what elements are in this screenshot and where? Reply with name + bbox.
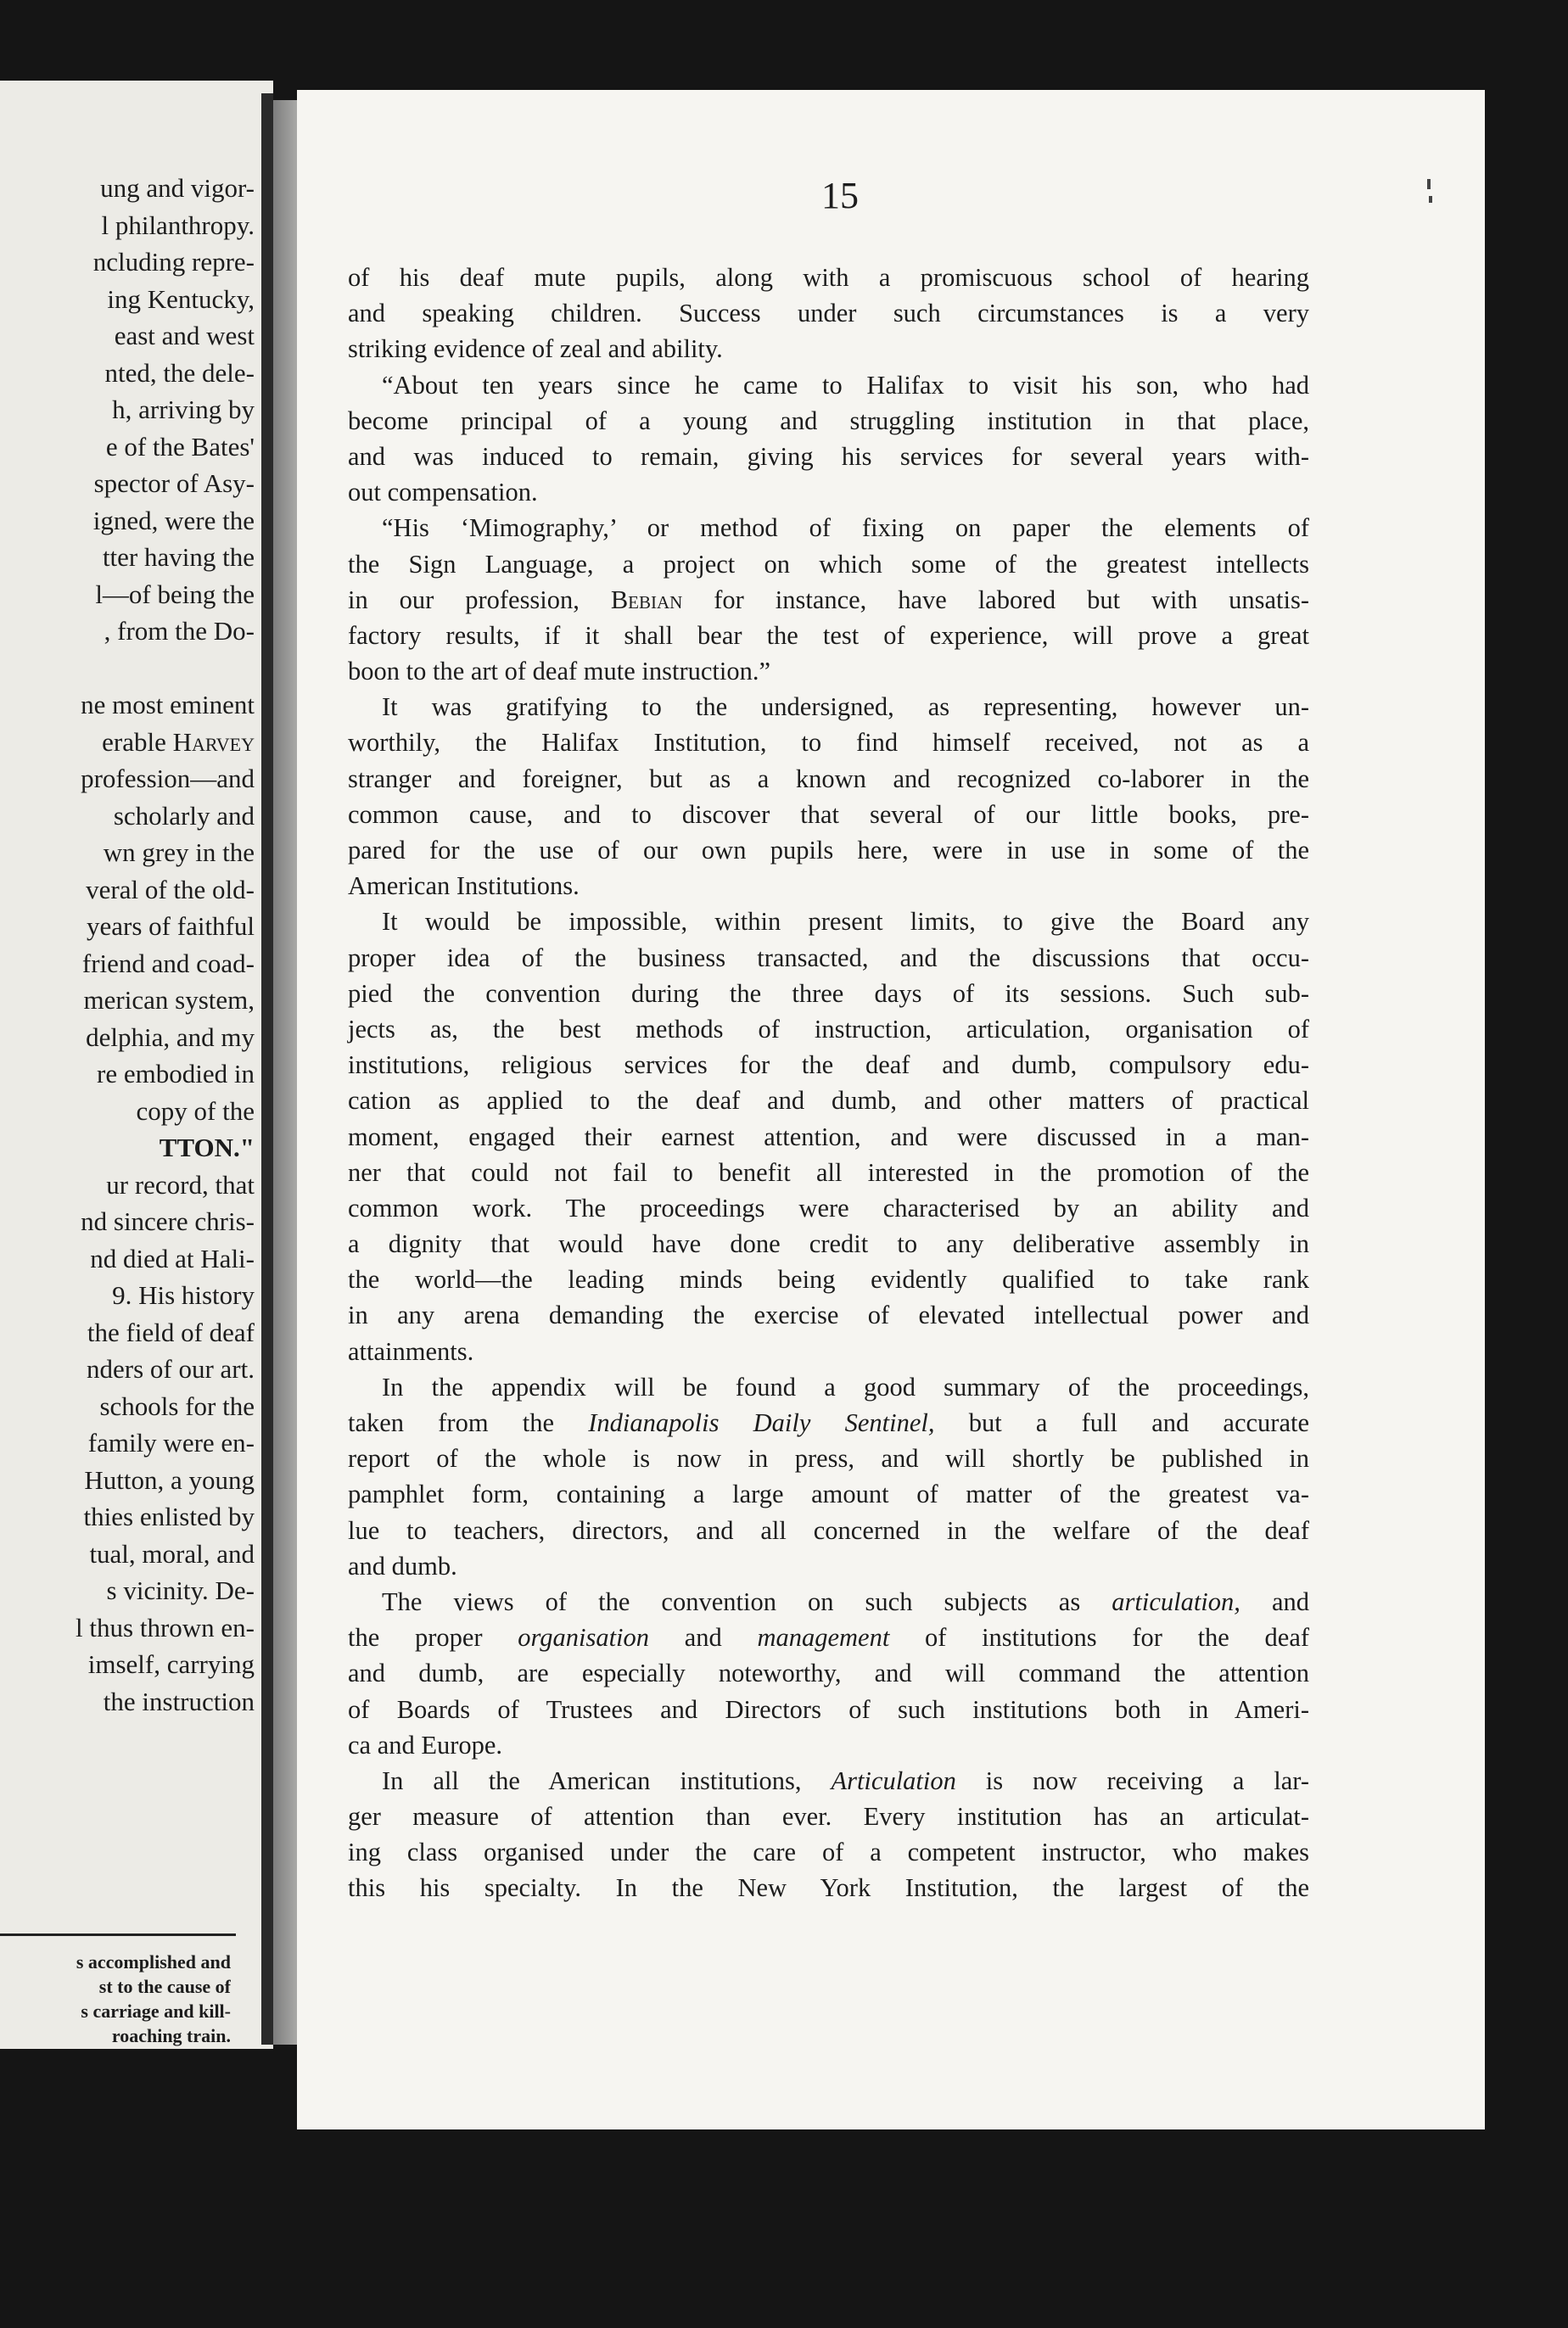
page-number: 15 bbox=[821, 175, 859, 216]
text-line: cation as applied to the deaf and dumb, and other matters of practical bbox=[348, 1086, 1309, 1116]
text-line: out compensation. bbox=[348, 478, 538, 507]
text-line: attainments. bbox=[348, 1336, 474, 1366]
scan-speck bbox=[1427, 179, 1431, 189]
text-line: striking evidence of zeal and ability. bbox=[348, 334, 723, 364]
text-line: ca and Europe. bbox=[348, 1730, 503, 1760]
previous-page-line: igned, were the bbox=[92, 505, 255, 535]
previous-page-line: veral of the old- bbox=[86, 874, 255, 904]
previous-page-footnote-line: s accomplished and bbox=[76, 1951, 231, 1973]
text-line: a dignity that would have done credit to any deliberative assembly in bbox=[348, 1229, 1309, 1259]
previous-page-line: l—of being the bbox=[95, 579, 255, 609]
text-line: the proper organisation and management of institutions for the deaf bbox=[348, 1623, 1310, 1653]
previous-page-line: nd died at Hali- bbox=[90, 1243, 255, 1273]
previous-page-line: tual, moral, and bbox=[89, 1538, 255, 1569]
text-line: pied the convention during the three days of its sessions. Such sub- bbox=[348, 978, 1309, 1008]
previous-page-line: the instruction bbox=[103, 1686, 255, 1716]
text-line: jects as, the best methods of instruction, articulation, organisation of bbox=[348, 1014, 1309, 1044]
text-line: ner that could not fail to benefit all interested in the promotion of the bbox=[348, 1157, 1309, 1187]
previous-page-line: profession—and bbox=[81, 764, 255, 793]
text-line: report of the whole is now in press, and will shortly be published in bbox=[348, 1444, 1309, 1474]
previous-page-line: re embodied in bbox=[97, 1059, 255, 1088]
text-line: pared for the use of our own pupils here, were in use in some of the bbox=[348, 836, 1309, 865]
previous-page-line: e of the Bates' bbox=[105, 431, 255, 462]
scan-speck bbox=[1429, 196, 1432, 203]
previous-page-line: nders of our art. bbox=[87, 1354, 255, 1384]
previous-page-line: delphia, and my bbox=[86, 1021, 255, 1052]
previous-page-line: 9. His history bbox=[112, 1280, 255, 1310]
previous-page-line: the field of deaf bbox=[87, 1317, 255, 1347]
previous-page-line: copy of the bbox=[136, 1095, 255, 1126]
text-line: and speaking children. Success under such circumstances is a very bbox=[348, 299, 1309, 328]
previous-page bbox=[0, 81, 273, 2049]
previous-page-line: imself, carrying bbox=[87, 1649, 255, 1679]
text-line: and dumb, are especially noteworthy, and will command the attention bbox=[348, 1659, 1309, 1688]
text-line: the world—the leading minds being evidently qualified to take rank bbox=[348, 1265, 1309, 1295]
previous-page-line: nd sincere chris- bbox=[81, 1206, 255, 1236]
text-line: institutions, religious services for the deaf and dumb, compulsory edu- bbox=[348, 1050, 1309, 1080]
previous-page-line: l thus thrown en- bbox=[76, 1612, 255, 1642]
previous-page-line: schools for the bbox=[99, 1391, 255, 1421]
previous-page-line: thies enlisted by bbox=[83, 1502, 255, 1531]
name-harvey: Harvey bbox=[172, 726, 255, 757]
previous-page-line: friend and coad- bbox=[81, 948, 255, 978]
previous-page-line: merican system, bbox=[83, 985, 255, 1015]
previous-page-line: s vicinity. De- bbox=[106, 1575, 255, 1605]
previous-page-line: erable Harvey bbox=[102, 726, 255, 757]
previous-page-line: tter having the bbox=[102, 542, 255, 572]
footnote-rule bbox=[0, 1933, 236, 1936]
text-line: factory results, if it shall bear the test of experience, will prove a great bbox=[348, 620, 1309, 650]
previous-page-footnote-line: st to the cause of bbox=[98, 1976, 231, 1997]
previous-page-footnote-line: roaching train. bbox=[111, 2025, 231, 2046]
text-line: lue to teachers, directors, and all concerned in the welfare of the deaf bbox=[348, 1515, 1309, 1545]
text-line: boon to the art of deaf mute instruction.” bbox=[348, 657, 771, 686]
text-line: The views of the convention on such subjects as articulation, and bbox=[382, 1587, 1309, 1616]
text-line: in our profession, Bebian for instance, have labored but with unsatis- bbox=[348, 585, 1309, 614]
text-line: ger measure of attention than ever. Every institution has an articulat- bbox=[348, 1802, 1309, 1832]
previous-page-line: ing Kentucky, bbox=[107, 283, 255, 314]
previous-page-footnote bbox=[0, 1950, 231, 2048]
text-line: “About ten years since he came to Halifax to visit his son, who had bbox=[382, 370, 1309, 400]
text-line: and was induced to remain, giving his services for several years with- bbox=[348, 441, 1309, 471]
body-text bbox=[348, 260, 1309, 1906]
previous-page-line: family were en- bbox=[87, 1428, 255, 1458]
previous-page-line: nted, the dele- bbox=[104, 357, 255, 388]
text-line: common cause, and to discover that several of our little books, pre- bbox=[348, 799, 1309, 829]
book-gutter bbox=[273, 100, 297, 2045]
text-line: stranger and foreigner, but as a known and recognized co-laborer in the bbox=[348, 764, 1309, 793]
text-line: In all the American institutions, Articulation is now receiving a lar- bbox=[382, 1766, 1309, 1795]
text-line: It was gratifying to the undersigned, as representing, however un- bbox=[382, 692, 1309, 722]
previous-page-line: l philanthropy. bbox=[101, 210, 255, 240]
text-line: ing class organised under the care of a competent instructor, who makes bbox=[348, 1838, 1309, 1867]
text-line: proper idea of the business transacted, and the discussions that occu- bbox=[348, 943, 1309, 972]
previous-page-line: scholarly and bbox=[113, 800, 255, 831]
previous-page-line: ncluding repre- bbox=[92, 247, 255, 277]
text-line: become principal of a young and struggling institution in that place, bbox=[348, 406, 1309, 435]
previous-page-line: ne most eminent bbox=[81, 690, 255, 719]
previous-page-line: TTON." bbox=[159, 1133, 255, 1162]
name-bebian: Bebian bbox=[610, 585, 683, 614]
previous-page-text bbox=[0, 170, 255, 1720]
previous-page-line: spector of Asy- bbox=[93, 468, 255, 498]
text-line: of his deaf mute pupils, along with a promiscuous school of hearing bbox=[348, 263, 1309, 292]
text-line: taken from the Indianapolis Daily Sentinel, but a full and accurate bbox=[348, 1408, 1309, 1437]
text-line: of Boards of Trustees and Directors of such institutions both in Ameri- bbox=[348, 1694, 1309, 1724]
text-line: moment, engaged their earnest attention, and were discussed in a man- bbox=[348, 1122, 1309, 1151]
previous-page-line: Hutton, a young bbox=[84, 1464, 255, 1495]
text-line: In the appendix will be found a good summary of the proceedings, bbox=[382, 1372, 1309, 1402]
text-line: common work. The proceedings were characterised by an ability and bbox=[348, 1193, 1309, 1223]
newspaper-title: Indianapolis Daily Sentinel, bbox=[588, 1408, 935, 1437]
previous-page-line: ur record, that bbox=[106, 1169, 255, 1200]
previous-page-footnote-line: s carriage and kill- bbox=[81, 2001, 231, 2022]
text-line: the Sign Language, a project on which some of the greatest intellects bbox=[348, 549, 1309, 579]
text-line: worthily, the Halifax Institution, to find himself received, not as a bbox=[348, 728, 1309, 758]
previous-page-line: east and west bbox=[114, 321, 255, 350]
book-spine-shadow bbox=[261, 93, 273, 2045]
text-line: American Institutions. bbox=[348, 871, 580, 901]
text-line: pamphlet form, containing a large amount of matter of the greatest va- bbox=[348, 1480, 1309, 1509]
previous-page-line: ung and vigor- bbox=[100, 173, 255, 203]
previous-page-line bbox=[0, 650, 255, 687]
text-line: in any arena demanding the exercise of elevated intellectual power and bbox=[348, 1301, 1309, 1330]
text-line: this his specialty. In the New York Institution, the largest of the bbox=[348, 1873, 1309, 1903]
previous-page-line: wn grey in the bbox=[103, 837, 255, 867]
previous-page-line: years of faithful bbox=[87, 911, 255, 941]
text-line: “His ‘Mimography,’ or method of fixing on paper the elements of bbox=[382, 513, 1309, 543]
previous-page-line: h, arriving by bbox=[112, 395, 255, 424]
text-line: and dumb. bbox=[348, 1551, 457, 1581]
text-line: It would be impossible, within present limits, to give the Board any bbox=[382, 907, 1309, 937]
previous-page-line: , from the Do- bbox=[104, 616, 255, 646]
